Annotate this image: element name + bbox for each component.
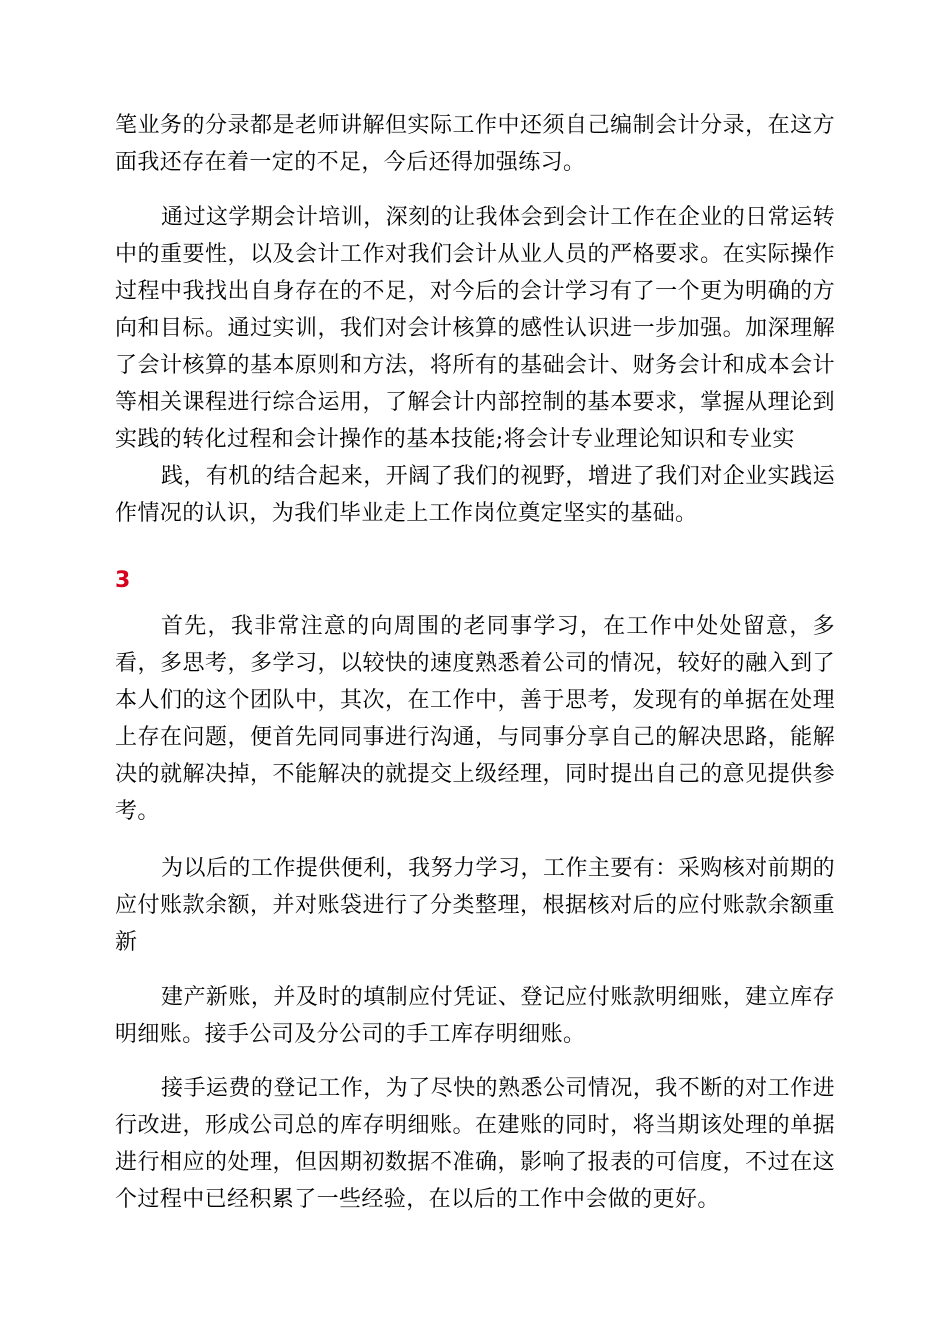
paragraph-learning-from-colleagues: 首先，我非常注意的向周围的老同事学习，在工作中处处留意，多看，多思考，多学习，以较快的速度熟悉着公司的情况，较好的融入到了本人们的这个团队中，其次，在工作中，善于思考，发现有的单据在处理上存在问题，便首先同同事进行沟通，与同事分享自己的解决思路，能解决的就解决掉，不能解决的就提交上级经理，同时提出自己的意见提供参考。 <box>115 614 835 824</box>
paragraph-freight-registration: 接手运费的登记工作，为了尽快的熟悉公司情况，我不断的对工作进行改进，形成公司总的库存明细账。在建账的同时，将当期该处理的单据进行相应的处理，但因期初数据不准确，影响了报表的可信度，不过在这个过程中已经积累了一些经验，在以后的工作中会做的更好。 <box>115 1076 835 1212</box>
section-number: 3 <box>115 568 131 593</box>
paragraph-new-ledgers: 建产新账，并及时的填制应付凭证、登记应付账款明细账，建立库存明细账。接手公司及分公司的手工库存明细账。 <box>115 985 835 1047</box>
paragraph-accounting-entries: 笔业务的分录都是老师讲解但实际工作中还须自己编制会计分录，在这方面我还存在着一定的不足，今后还得加强练习。 <box>115 113 835 175</box>
paragraph-work-tasks: 为以后的工作提供便利，我努力学习，工作主要有：采购核对前期的应付账款余额，并对账袋进行了分类整理，根据核对后的应付账款余额重新 <box>115 856 835 955</box>
paragraph-practice-conclusion: 践，有机的结合起来，开阔了我们的视野，增进了我们对企业实践运作情况的认识，为我们毕业走上工作岗位奠定坚实的基础。 <box>115 464 835 526</box>
paragraph-training-reflection: 通过这学期会计培训，深刻的让我体会到会计工作在企业的日常运转中的重要性，以及会计工作对我们会计从业人员的严格要求。在实际操作过程中我找出自身存在的不足，对今后的会计学习有了一个更为明确的方向和目标。通过实训，我们对会计核算的感性认识进一步加强。加深理解了会计核算的基本原则和方法，将所有的基础会计、财务会计和成本会计等相关课程进行综合运用，了解会计内部控制的基本要求，掌握从理论到实践的转化过程和会计操作的基本技能;将会计专业理论知识和专业实 <box>115 205 835 452</box>
